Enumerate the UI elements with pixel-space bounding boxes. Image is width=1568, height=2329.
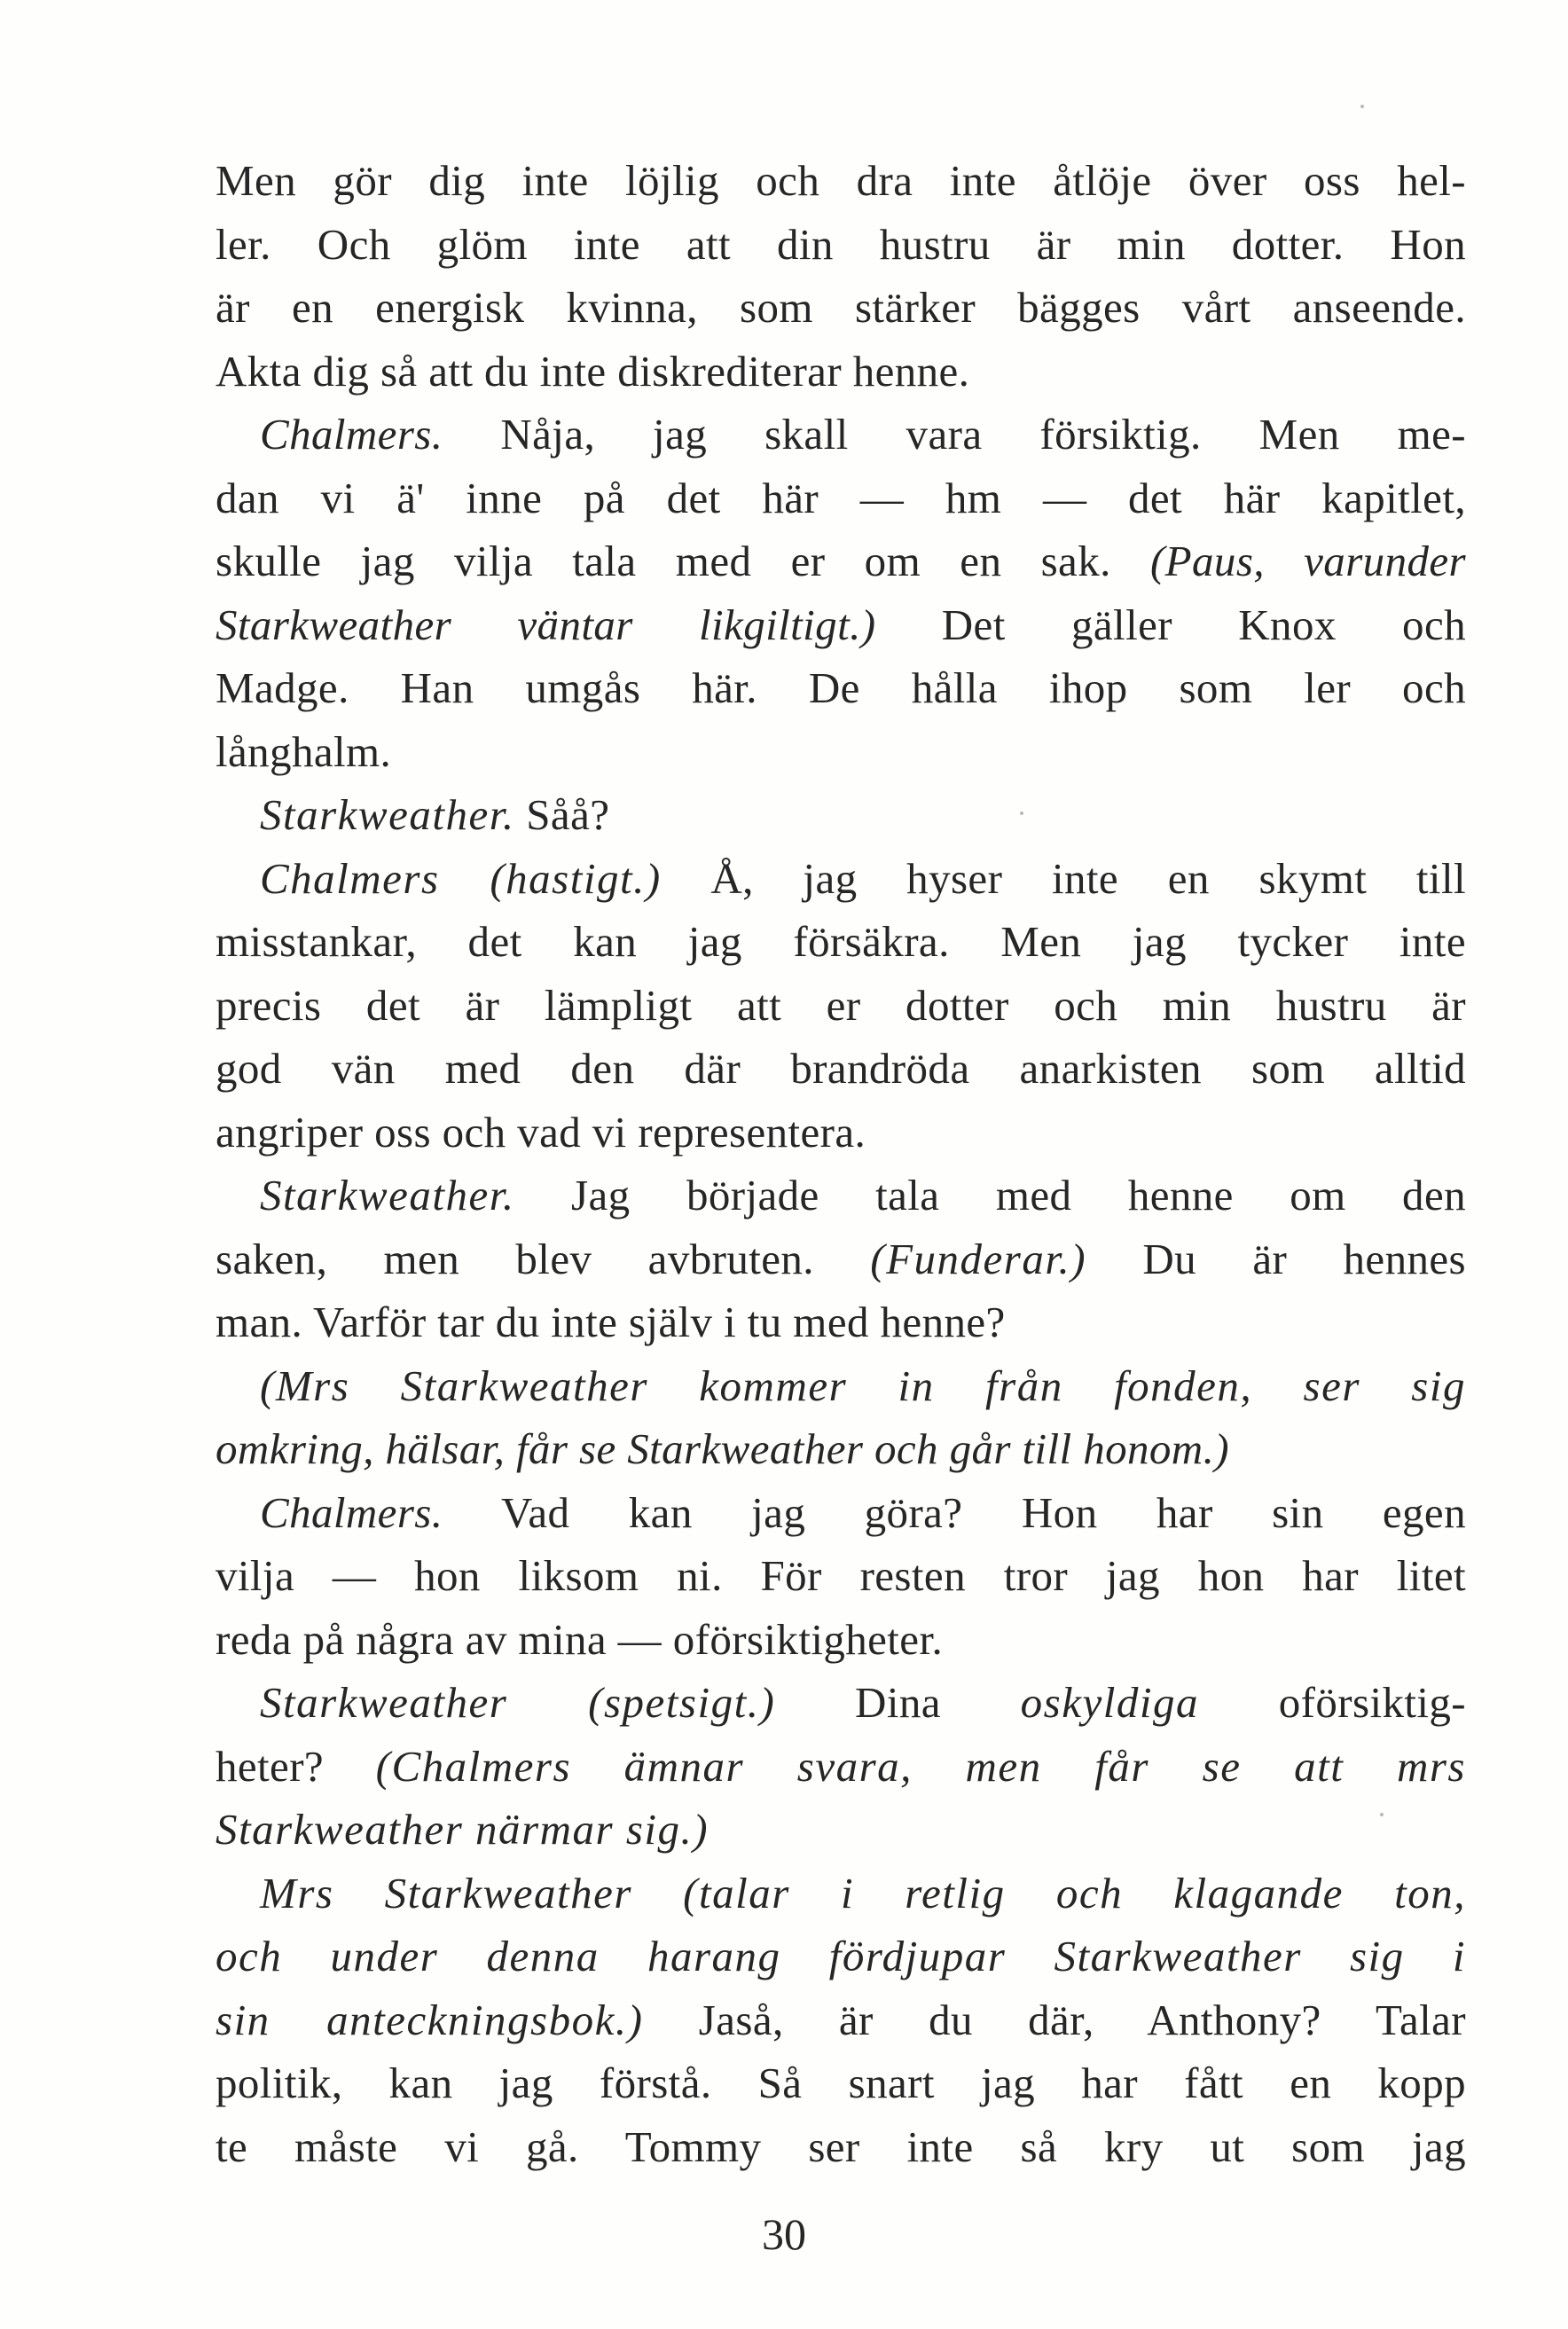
line-text: Jag började tala med henne om den bbox=[514, 1171, 1466, 1219]
text-line bbox=[216, 1862, 1466, 1925]
text-line bbox=[216, 1735, 1466, 1799]
text-line bbox=[216, 529, 1466, 593]
text-line bbox=[216, 1544, 1466, 1608]
speaker-name: Starkweather. bbox=[260, 1171, 515, 1219]
text-line bbox=[216, 656, 1466, 720]
stage-direction: omkring, hälsar, får se Starkweather och går till honom.) bbox=[216, 1424, 1229, 1473]
line-text: Madge. Han umgås här. De hålla ihop som ler och bbox=[216, 663, 1466, 712]
speaker-name: Chalmers (hastigt.) bbox=[260, 853, 662, 903]
stage-direction: och under denna harang fördjupar Starkweather sig i bbox=[216, 1932, 1466, 1980]
text-line bbox=[216, 1925, 1466, 1988]
text-line bbox=[216, 1481, 1466, 1545]
stage-direction: Starkweather närmar sig.) bbox=[216, 1805, 710, 1854]
page-number: 30 bbox=[762, 2209, 806, 2259]
text-line bbox=[216, 1290, 1466, 1354]
line-text: Å, jag hyser inte en skymt till bbox=[661, 853, 1466, 903]
line-text: långhalm. bbox=[216, 726, 392, 776]
text-line bbox=[216, 1101, 1466, 1164]
text-line bbox=[216, 1417, 1466, 1481]
text-line bbox=[216, 1227, 1466, 1291]
body-text bbox=[216, 149, 1466, 2178]
line-text: skulle jag vilja tala med er om en sak. bbox=[216, 537, 1150, 585]
text-line bbox=[216, 974, 1466, 1038]
line-text: precis det är lämpligt att er dotter och min hustru är bbox=[216, 980, 1466, 1030]
speaker-name: Chalmers. bbox=[260, 410, 443, 459]
line-text: Akta dig så att du inte diskrediterar henne. bbox=[216, 346, 970, 396]
text-line bbox=[216, 340, 1466, 404]
speaker-name: Mrs Starkweather (talar i retlig och klagande ton, bbox=[260, 1868, 1466, 1917]
line-text: te måste vi gå. Tommy ser inte så kry ut som jag bbox=[216, 2121, 1466, 2171]
line-text: dan vi ä' inne på det här — hm — det här kapitlet, bbox=[216, 473, 1466, 522]
line-text: är en energisk kvinna, som stärker bägges vårt anseende. bbox=[216, 283, 1466, 332]
line-text: reda på några av mina — oförsiktigheter. bbox=[216, 1614, 944, 1664]
stage-direction: (Funderar.) bbox=[870, 1234, 1087, 1283]
stage-direction: (Mrs Starkweather kommer in från fonden, ser sig bbox=[260, 1361, 1466, 1410]
line-text: Såå? bbox=[514, 790, 610, 839]
text-line bbox=[216, 2051, 1466, 2115]
text-line bbox=[216, 467, 1466, 530]
line-text: saken, men blev avbruten. bbox=[216, 1234, 871, 1283]
line-text: politik, kan jag förstå. Så snart jag har fått en kopp bbox=[216, 2058, 1466, 2107]
emphasis: oskyldiga bbox=[1020, 1678, 1199, 1727]
line-text: man. Varför tar du inte själv i tu med henne? bbox=[216, 1298, 1006, 1346]
text-line bbox=[216, 1354, 1466, 1418]
line-text: angriper oss och vad vi representera. bbox=[216, 1107, 866, 1157]
line-text: Men gör dig inte löjlig och dra inte åtlöje över oss hel- bbox=[216, 156, 1466, 205]
text-line bbox=[216, 910, 1466, 974]
stage-direction: Starkweather väntar likgiltigt.) bbox=[216, 600, 876, 649]
text-line bbox=[216, 783, 1466, 847]
line-text: ler. Och glöm inte att din hustru är min dotter. Hon bbox=[216, 219, 1466, 269]
paper-speck bbox=[1380, 1813, 1384, 1816]
text-line bbox=[216, 276, 1466, 340]
stage-direction: (Chalmers ämnar svara, men får se att mrs bbox=[375, 1741, 1466, 1791]
text-line bbox=[216, 1798, 1466, 1862]
text-line bbox=[216, 149, 1466, 213]
stage-direction: sin anteckningsbok.) bbox=[216, 1995, 644, 2044]
text-line bbox=[216, 593, 1466, 657]
line-text: Vad kan jag göra? Hon har sin egen bbox=[443, 1487, 1466, 1537]
speaker-name: Chalmers. bbox=[260, 1487, 443, 1537]
line-text: Det gäller Knox och bbox=[875, 600, 1466, 649]
text-line bbox=[216, 1164, 1466, 1227]
line-text: heter? bbox=[216, 1741, 376, 1791]
text-line bbox=[216, 1037, 1466, 1101]
line-text: Du är hennes bbox=[1086, 1234, 1466, 1283]
text-line bbox=[216, 403, 1466, 467]
text-line bbox=[216, 720, 1466, 784]
text-line bbox=[216, 1988, 1466, 2052]
line-text: god vän med den där brandröda anarkisten som alltid bbox=[216, 1044, 1466, 1093]
text-line bbox=[216, 213, 1466, 277]
text-line bbox=[216, 1671, 1466, 1735]
text-line bbox=[216, 1608, 1466, 1672]
line-text: oförsiktig- bbox=[1198, 1678, 1466, 1727]
speaker-name: Starkweather. bbox=[260, 790, 515, 839]
text-line bbox=[216, 847, 1466, 911]
paper-speck bbox=[1020, 812, 1023, 815]
line-text: vilja — hon liksom ni. För resten tror jag hon har litet bbox=[216, 1551, 1466, 1600]
paper-speck bbox=[1360, 105, 1364, 108]
text-line bbox=[216, 2115, 1466, 2179]
stage-direction: (Paus, varunder bbox=[1149, 537, 1466, 585]
speaker-name: Starkweather (spetsigt.) bbox=[260, 1678, 776, 1727]
line-text: Dina bbox=[775, 1678, 1021, 1727]
line-text: misstankar, det kan jag försäkra. Men jag tycker inte bbox=[216, 917, 1466, 966]
line-text: Jaså, är du där, Anthony? Talar bbox=[643, 1995, 1466, 2044]
line-text: Nåja, jag skall vara försiktig. Men me- bbox=[443, 410, 1466, 459]
